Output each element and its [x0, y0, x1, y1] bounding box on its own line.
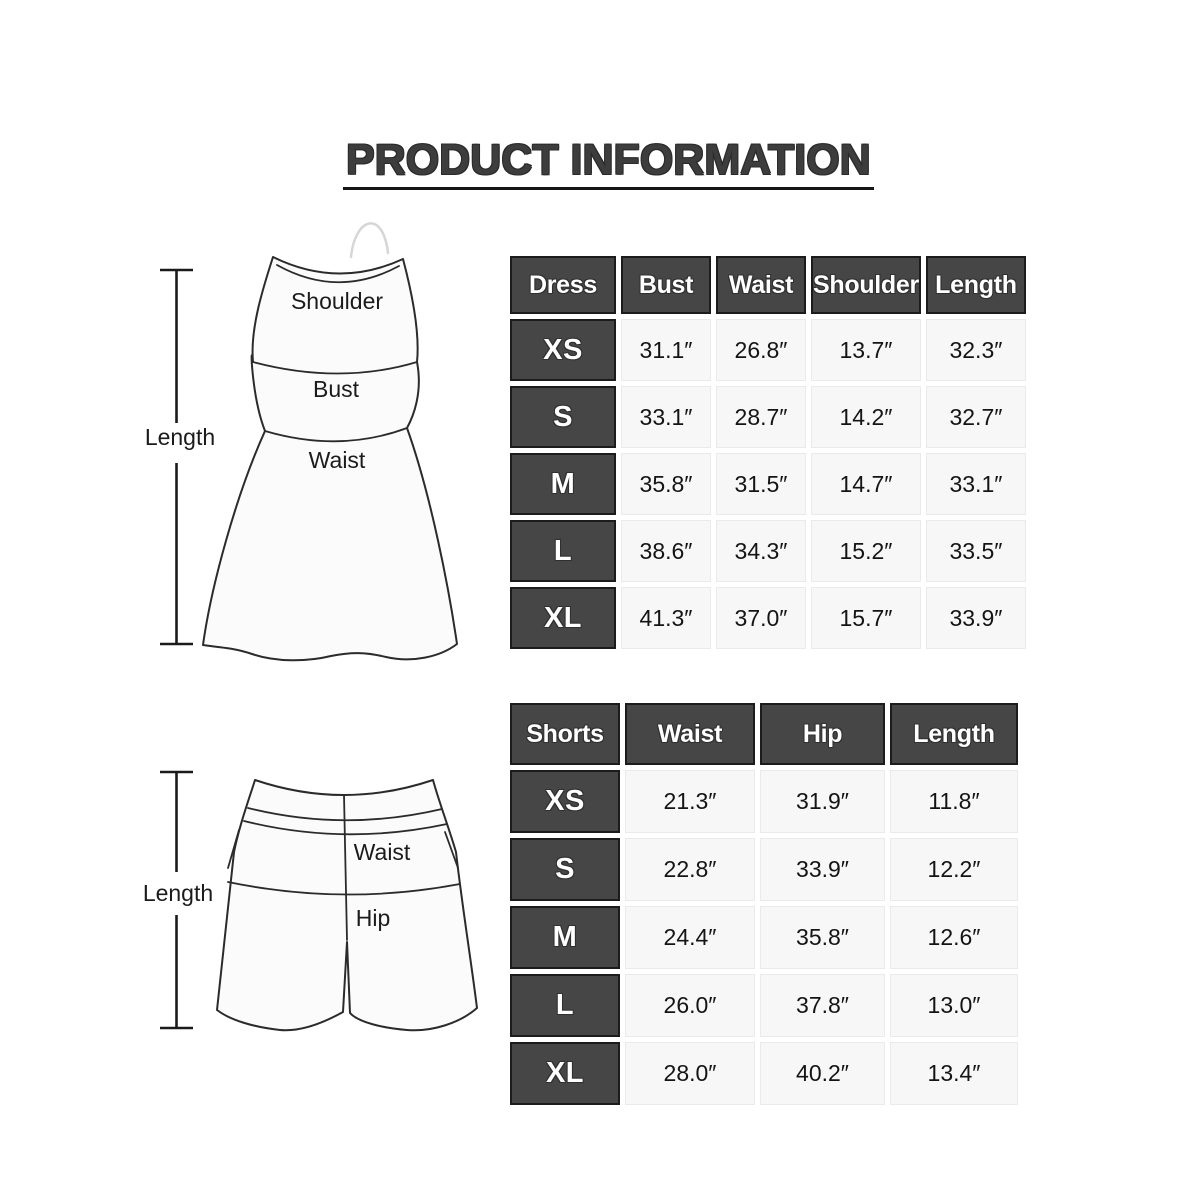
- value-cell: 33.9″: [926, 587, 1026, 649]
- value-cell: 40.2″: [760, 1042, 885, 1105]
- value-cell: 31.9″: [760, 770, 885, 833]
- dress-length-measure-line: [145, 270, 215, 644]
- dress-header-length: Length: [926, 256, 1026, 314]
- page-title: PRODUCT INFORMATION: [343, 139, 874, 190]
- dress-header-shoulder: Shoulder: [811, 256, 921, 314]
- value-cell: 37.8″: [760, 974, 885, 1037]
- shorts-size-table: [505, 698, 1023, 1110]
- size-cell: S: [510, 838, 620, 901]
- dress-waist-label: Waist: [308, 447, 366, 473]
- shorts-measurement-diagram: [140, 740, 510, 1100]
- size-cell: L: [510, 520, 616, 582]
- value-cell: 12.6″: [890, 906, 1018, 969]
- value-cell: 21.3″: [625, 770, 755, 833]
- dress-row-xl: [510, 587, 1026, 649]
- size-cell: XS: [510, 319, 616, 381]
- dress-row-xs: [510, 319, 1026, 381]
- value-cell: 28.7″: [716, 386, 806, 448]
- value-cell: 38.6″: [621, 520, 711, 582]
- value-cell: 34.3″: [716, 520, 806, 582]
- value-cell: 26.0″: [625, 974, 755, 1037]
- value-cell: 15.2″: [811, 520, 921, 582]
- value-cell: 28.0″: [625, 1042, 755, 1105]
- dress-row-m: [510, 453, 1026, 515]
- shorts-row-m: [510, 906, 1018, 969]
- dress-bust-label: Bust: [312, 376, 360, 402]
- value-cell: 33.9″: [760, 838, 885, 901]
- shorts-length-label: Length: [142, 880, 214, 906]
- shorts-row-s: [510, 838, 1018, 901]
- value-cell: 14.7″: [811, 453, 921, 515]
- value-cell: 13.4″: [890, 1042, 1018, 1105]
- shorts-header-waist: Waist: [625, 703, 755, 765]
- dress-header-row: [510, 256, 1026, 314]
- dress-header-waist: Waist: [716, 256, 806, 314]
- size-cell: M: [510, 453, 616, 515]
- shorts-header-hip: Hip: [760, 703, 885, 765]
- dress-header-bust: Bust: [621, 256, 711, 314]
- value-cell: 15.7″: [811, 587, 921, 649]
- shorts-row-xs: [510, 770, 1018, 833]
- size-cell: XS: [510, 770, 620, 833]
- shorts-header-length: Length: [890, 703, 1018, 765]
- value-cell: 24.4″: [625, 906, 755, 969]
- shorts-hip-label: Hip: [355, 905, 391, 931]
- value-cell: 33.5″: [926, 520, 1026, 582]
- shorts-row-xl: [510, 1042, 1018, 1105]
- dress-measurement-diagram: [140, 195, 510, 695]
- size-cell: L: [510, 974, 620, 1037]
- size-cell: M: [510, 906, 620, 969]
- value-cell: 33.1″: [621, 386, 711, 448]
- shorts-length-measure-line: [143, 772, 213, 1028]
- value-cell: 13.0″: [890, 974, 1018, 1037]
- value-cell: 41.3″: [621, 587, 711, 649]
- shorts-waist-label: Waist: [353, 839, 411, 865]
- value-cell: 32.3″: [926, 319, 1026, 381]
- dress-row-s: [510, 386, 1026, 448]
- value-cell: 31.1″: [621, 319, 711, 381]
- value-cell: 26.8″: [716, 319, 806, 381]
- dress-header-dress: Dress: [510, 256, 616, 314]
- shorts-header-shorts: Shorts: [510, 703, 620, 765]
- shorts-header-row: [510, 703, 1018, 765]
- size-cell: XL: [510, 1042, 620, 1105]
- value-cell: 22.8″: [625, 838, 755, 901]
- dress-size-table: [505, 251, 1031, 654]
- size-cell: S: [510, 386, 616, 448]
- dress-row-l: [510, 520, 1026, 582]
- value-cell: 14.2″: [811, 386, 921, 448]
- size-cell: XL: [510, 587, 616, 649]
- value-cell: 31.5″: [716, 453, 806, 515]
- value-cell: 32.7″: [926, 386, 1026, 448]
- value-cell: 33.1″: [926, 453, 1026, 515]
- shorts-row-l: [510, 974, 1018, 1037]
- dress-length-label: Length: [144, 424, 216, 450]
- value-cell: 13.7″: [811, 319, 921, 381]
- strap-lines: [351, 223, 388, 257]
- value-cell: 37.0″: [716, 587, 806, 649]
- value-cell: 12.2″: [890, 838, 1018, 901]
- value-cell: 11.8″: [890, 770, 1018, 833]
- value-cell: 35.8″: [621, 453, 711, 515]
- dress-shoulder-label: Shoulder: [290, 288, 384, 314]
- value-cell: 35.8″: [760, 906, 885, 969]
